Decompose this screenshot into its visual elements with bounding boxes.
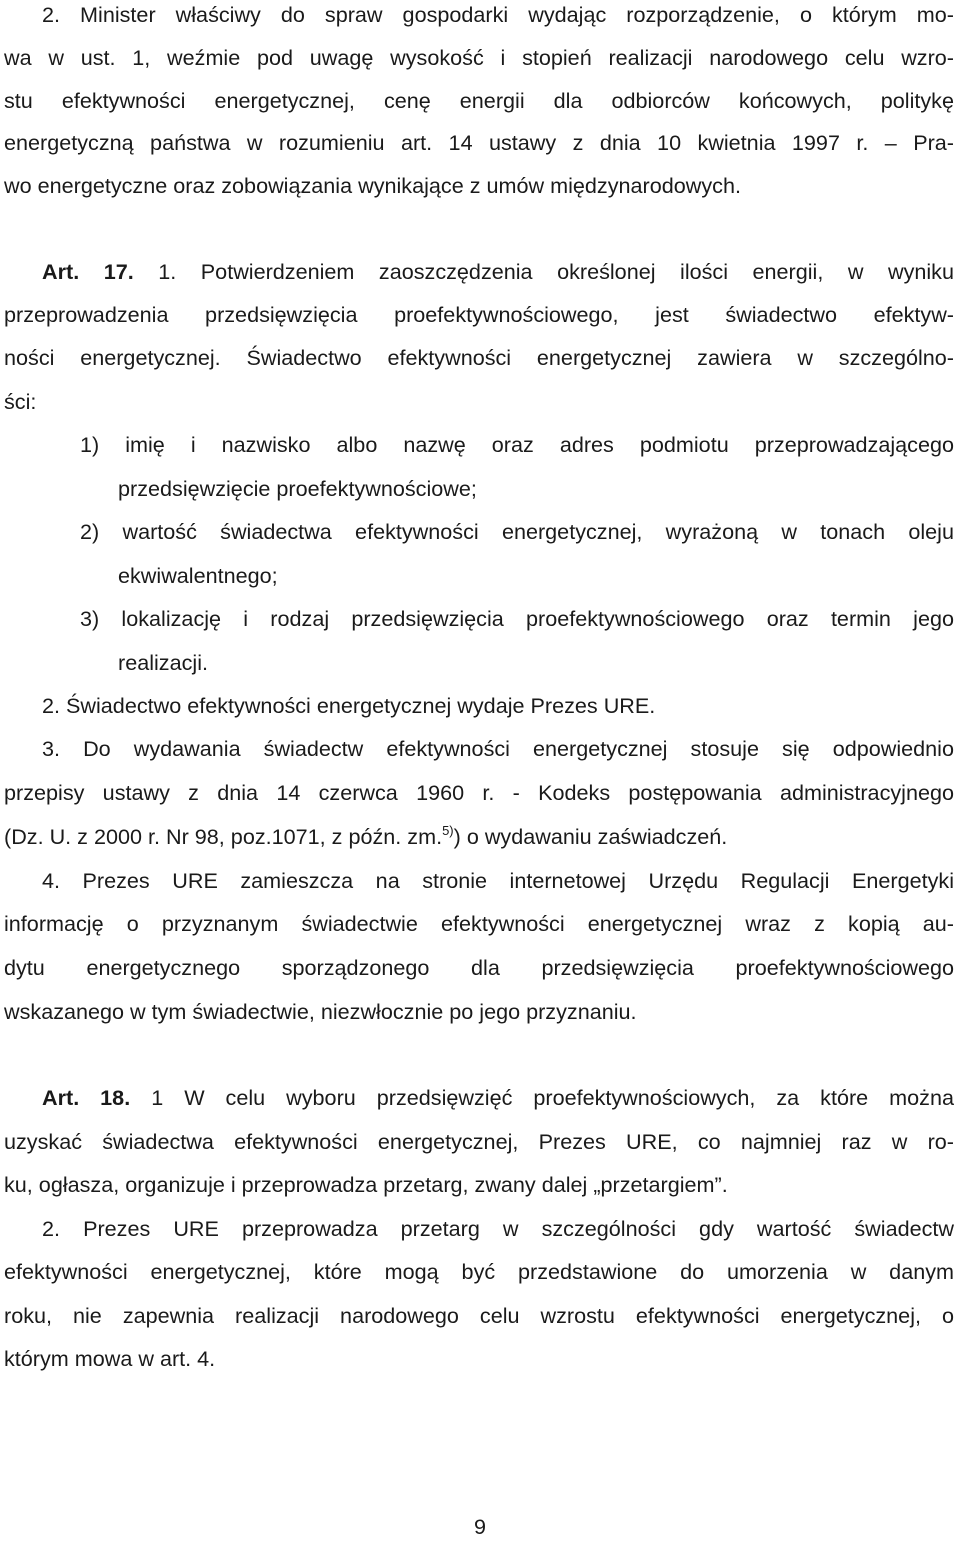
paragraph-line: przeprowadzenia przedsięwzięcia proefektywnościowego, jest świadectwo efektyw- <box>4 302 954 327</box>
paragraph-line: 2. Minister właściwy do spraw gospodarki wydając rozporządzenie, o którym mo- <box>42 2 954 27</box>
footnote-marker: 5) <box>442 823 454 838</box>
paragraph-text: 1. Potwierdzeniem zaoszczędzenia określonej ilości energii, w wyniku <box>133 259 954 284</box>
paragraph-line: informację o przyznanym świadectwie efektywności energetycznej wraz z kopią au- <box>4 911 954 936</box>
paragraph-line: którym mowa w art. 4. <box>4 1346 216 1371</box>
paragraph-line: wskazanego w tym świadectwie, niezwłocznie po jego przyznaniu. <box>4 999 637 1024</box>
paragraph-line: 2. Prezes URE przeprowadza przetarg w szczególności gdy wartość świadectw <box>42 1216 954 1241</box>
page-number: 9 <box>473 1514 486 1539</box>
paragraph-line: dytu energetycznego sporządzonego dla przedsięwzięcia proefektywnościowego <box>4 955 954 980</box>
paragraph-line: przepisy ustawy z dnia 14 czerwca 1960 r. - Kodeks postępowania administracyjnego <box>4 780 954 805</box>
list-item: 2) wartość świadectwa efektywności energetycznej, wyrażoną w tonach oleju <box>80 519 954 544</box>
paragraph-text: 1 W celu wyboru przedsięwzięć proefektywnościowych, za które można <box>130 1085 954 1110</box>
paragraph-line: 4. Prezes URE zamieszcza na stronie internetowej Urzędu Regulacji Energetyki <box>42 868 954 893</box>
paragraph-line: ności energetycznej. Świadectwo efektywności energetycznej zawiera w szczególno- <box>4 345 954 370</box>
paragraph-line: 2. Świadectwo efektywności energetycznej wydaje Prezes URE. <box>42 693 656 718</box>
list-item-continuation: ekwiwalentnego; <box>118 563 278 588</box>
paragraph-line: wo energetyczne oraz zobowiązania wynikające z umów międzynarodowych. <box>4 173 741 198</box>
paragraph-text: (Dz. U. z 2000 r. Nr 98, poz.1071, z późn. zm. <box>4 824 443 849</box>
paragraph-line: 3. Do wydawania świadectw efektywności energetycznej stosuje się odpowiednio <box>42 736 954 761</box>
list-item: 1) imię i nazwisko albo nazwę oraz adres podmiotu przeprowadzającego <box>80 432 954 457</box>
paragraph-line-with-footnote <box>4 815 954 859</box>
paragraph-line: ku, ogłasza, organizuje i przeprowadza przetarg, zwany dalej „przetargiem”. <box>4 1172 728 1197</box>
article-heading: Art. 17. <box>42 259 134 284</box>
paragraph-line: stu efektywności energetycznej, cenę energii dla odbiorców końcowych, politykę <box>4 88 954 113</box>
article-heading: Art. 18. <box>42 1085 131 1110</box>
list-item-continuation: realizacji. <box>118 650 209 675</box>
paragraph-line: efektywności energetycznej, które mogą być przedstawione do umorzenia w danym <box>4 1259 954 1284</box>
paragraph-line: wa w ust. 1, weźmie pod uwagę wysokość i stopień realizacji narodowego celu wzro- <box>4 45 954 70</box>
article-17-first-line <box>42 250 954 294</box>
paragraph-line: energetyczną państwa w rozumieniu art. 14 ustawy z dnia 10 kwietnia 1997 r. – Pra- <box>4 130 954 155</box>
paragraph-line: ści: <box>4 389 37 414</box>
paragraph-line: roku, nie zapewnia realizacji narodowego celu wzrostu efektywności energetycznej, o <box>4 1303 954 1328</box>
list-item: 3) lokalizację i rodzaj przedsięwzięcia proefektywnościowego oraz termin jego <box>80 606 954 631</box>
list-item-continuation: przedsięwzięcie proefektywnościowe; <box>118 476 477 501</box>
paragraph-text: ) o wydawaniu zaświadczeń. <box>453 824 728 849</box>
article-18-first-line <box>42 1076 954 1120</box>
paragraph-line: uzyskać świadectwa efektywności energetycznej, Prezes URE, co najmniej raz w ro- <box>4 1129 954 1154</box>
